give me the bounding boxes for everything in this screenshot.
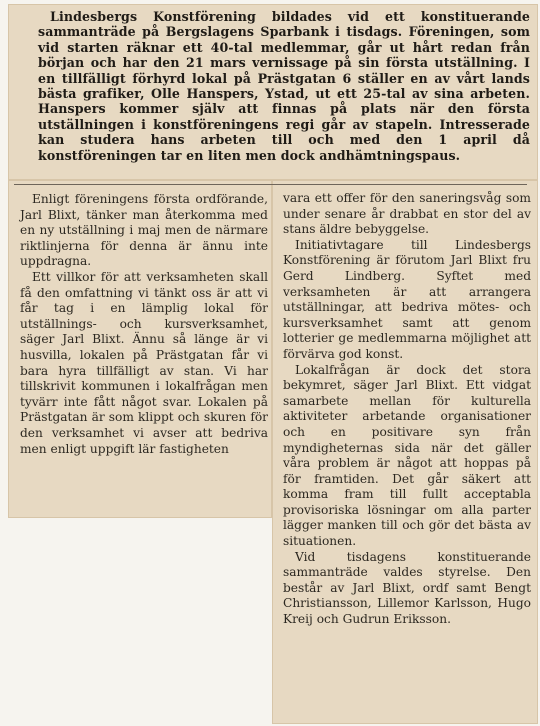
article-right-column — [283, 191, 531, 628]
paragraph: Lokalfrågan är dock det stora bekymret, säger Jarl Blixt. Ett vidgat samarbete mellan för kulturella aktiviteter arbetande organisationer och en positivare syn från myndigheternas sida när det gäller våra problem är något att hoppas på för framtiden. Det går säkert att komma fram till fullt acceptabla provisoriska lösningar om alla parter lägger manken till och gör det bästa av situationen. — [283, 362, 531, 549]
article-left-column — [20, 192, 268, 457]
paragraph: Initiativtagare till Lindesbergs Konstförening är förutom Jarl Blixt fru Gerd Lindberg. Syftet med verksamheten är att arrangera utställningar, att bedriva mötes- och kursverksamhet samt att genom lotterier ge medlemmarna möjlighet att förvärva god konst. — [283, 237, 531, 361]
paragraph-continuation: vara ett offer för den saneringsvåg som under senare år drabbat en stor del av stans äldre bebyggelse. — [283, 191, 531, 237]
paragraph: Ett villkor för att verksamheten skall få den omfattning vi tänkt oss är att vi får tag i en lämplig lokal för utställnings- och kursverksamhet, säger Jarl Blixt. Ännu så länge är vi husvilla, lokalen på Prästgatan får vi bara hyra tillfälligt av stan. Vi har tillskrivit kommunen i lokalfrågan men tyvärr inte fått något svar. Lokalen på Prästgatan är som klippt och skuren för den verksamhet vi avser att bedriva men enligt uppgift lär fastigheten — [20, 269, 268, 456]
article-lede: Lindesbergs Konstförening bildades vid ett konstituerande sammanträde på Bergslagens Sparbank i tisdags. Föreningen, som vid starten räknar ett 40-tal medlemmar, går ut hårt redan från början och har den 21 mars vernissage på sin första utställning. I en tillfälligt förhyrd lokal på Prästgatan 6 ställer en av vårt lands bästa grafiker, Olle Hanspers, Ystad, ut ett 25-tal av sina arbeten. Hanspers kommer själv att finnas på plats när den första utställningen i konstföreningens regi går av stapeln. Intresserade kan studera hans arbeten till och med den 1 april då konstföreningen tar en liten men dock andhämtningspaus. — [38, 9, 530, 163]
divider-rule — [14, 184, 527, 185]
paragraph: Vid tisdagens konstituerande sammanträde valdes styrelse. Den består av Jarl Blixt, ordf samt Bengt Christiansson, Lillemor Karlsson, Hugo Kreij och Gudrun Eriksson. — [283, 549, 531, 627]
paragraph: Enligt föreningens första ordförande, Jarl Blixt, tänker man återkomma med en ny utställning i maj men de närmare riktlinjerna för denna är ännu inte uppdragna. — [20, 192, 268, 269]
